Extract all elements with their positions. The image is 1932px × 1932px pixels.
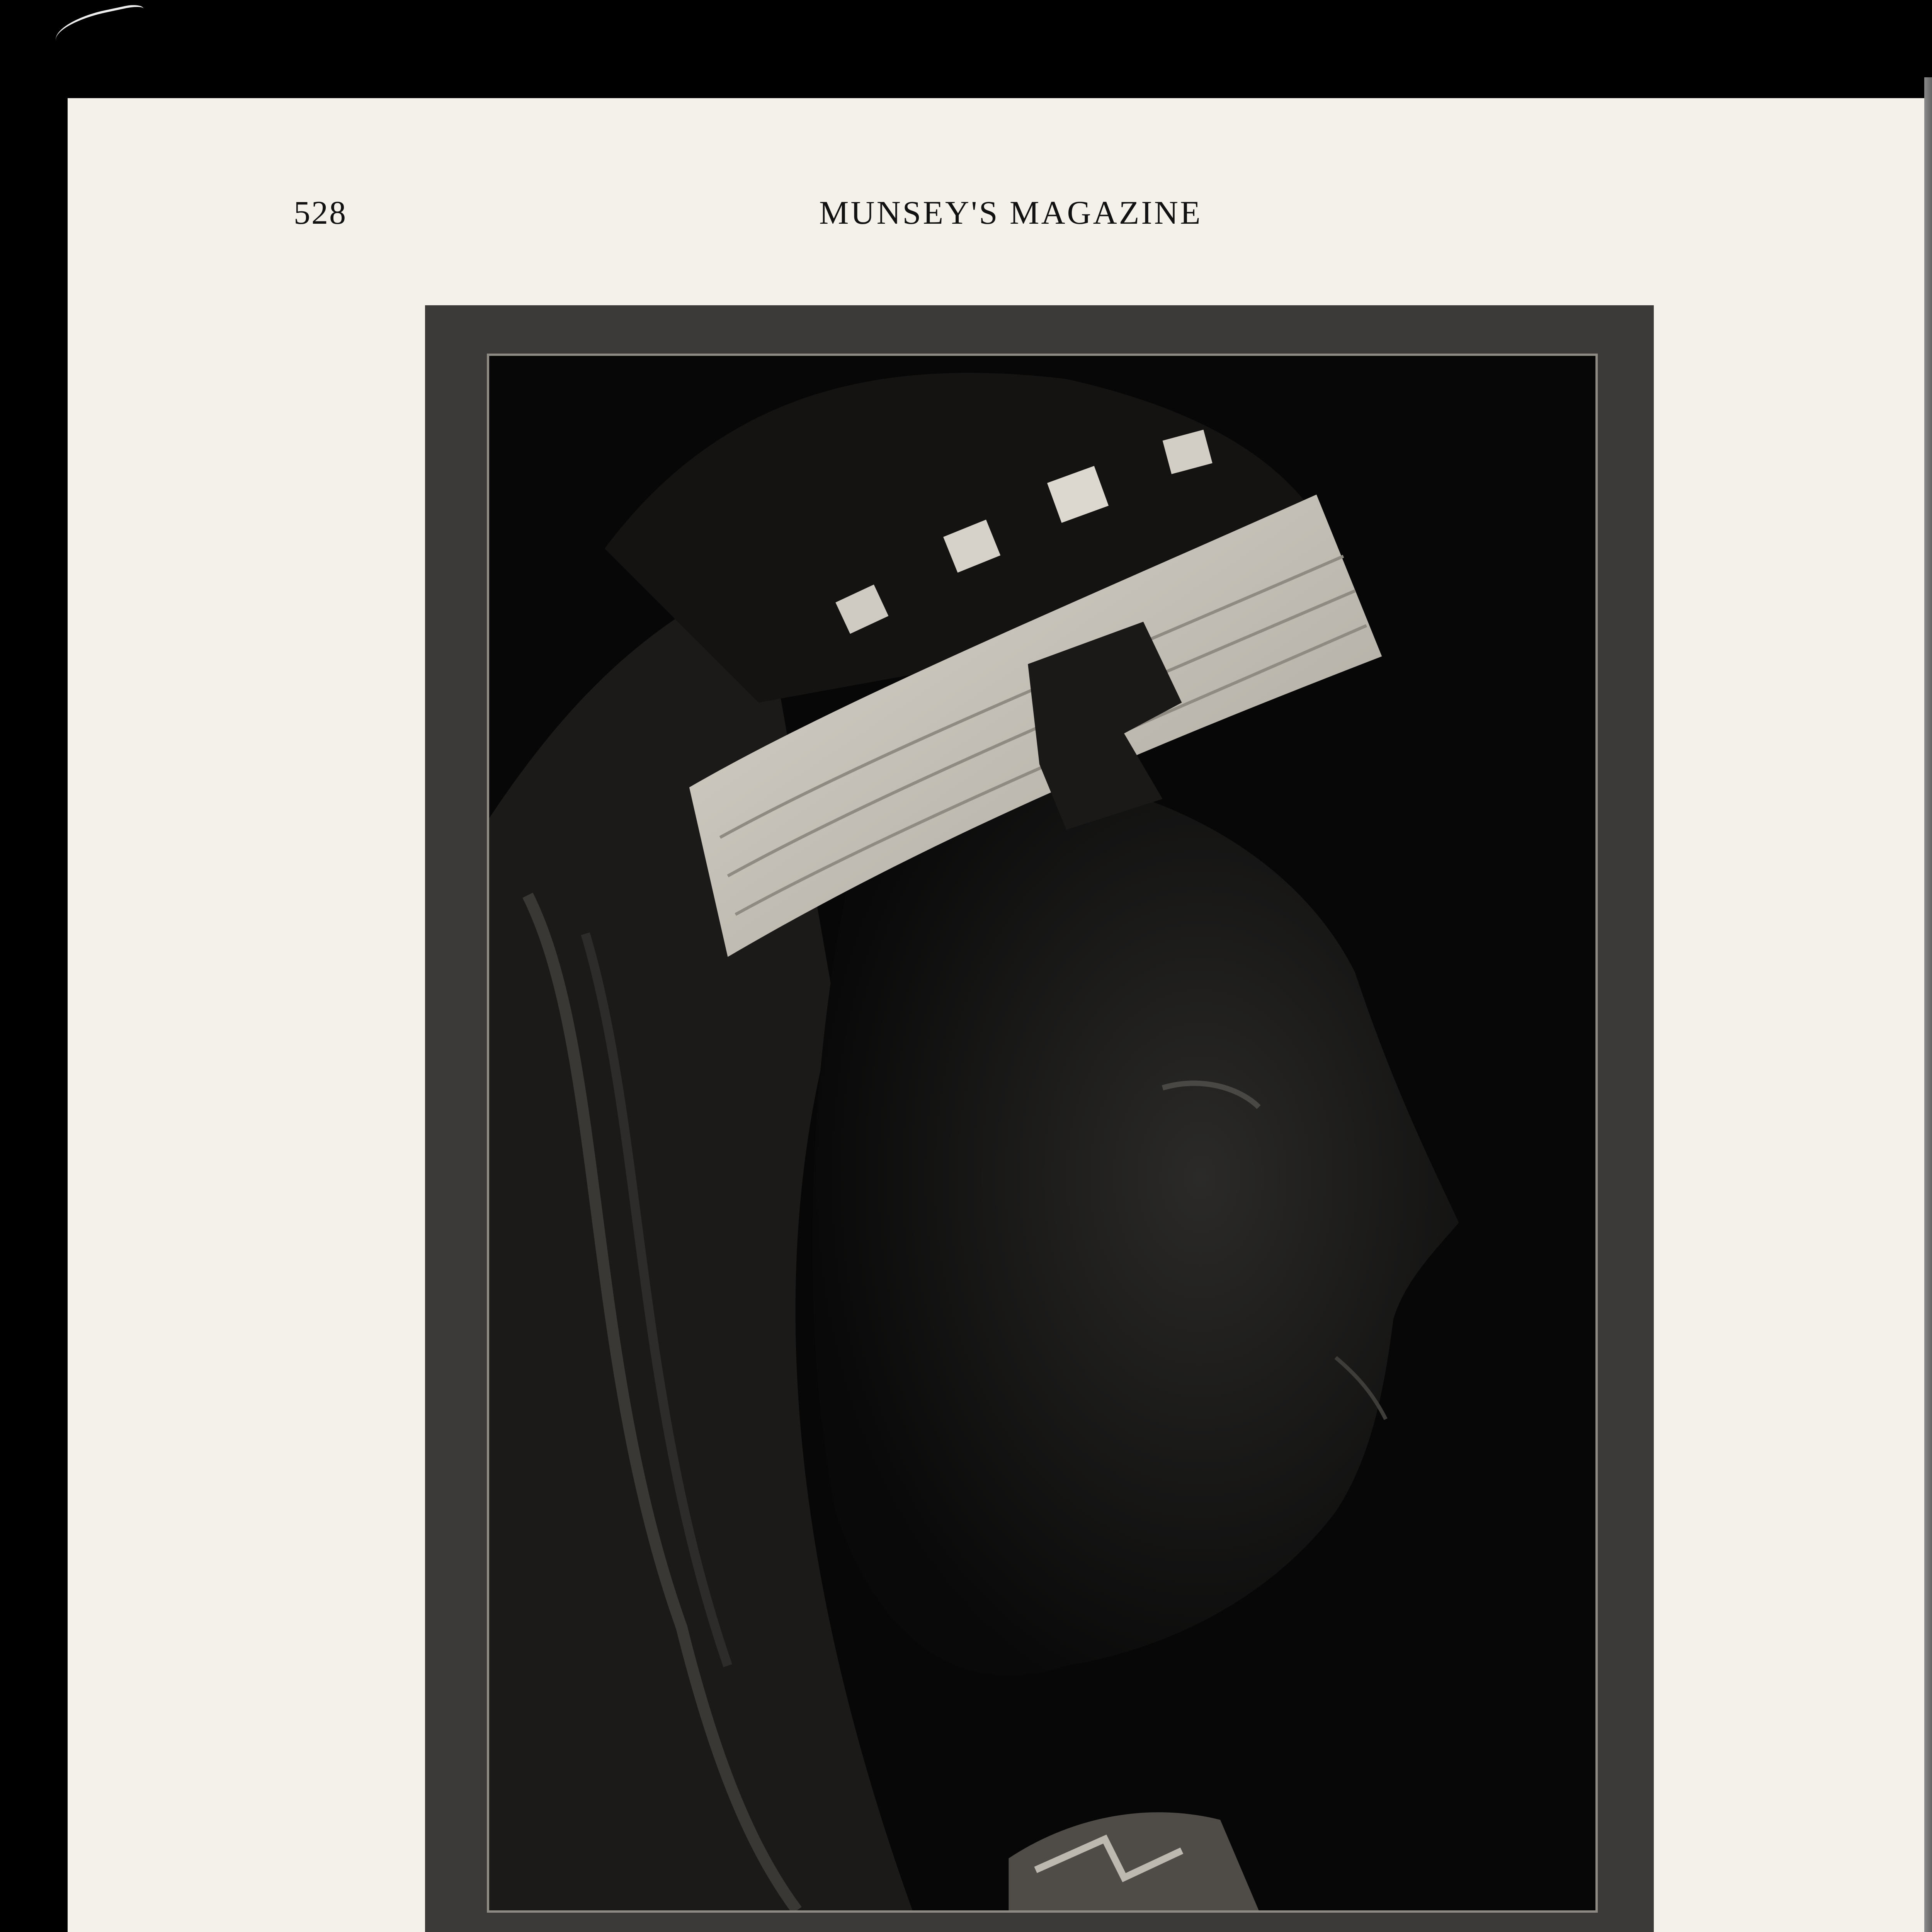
portrait-photo-image: [489, 356, 1595, 1910]
portrait-photo: [487, 354, 1598, 1913]
photo-frame: [425, 305, 1654, 1932]
book-gutter: [1924, 77, 1932, 1932]
scan-corner-mark: [52, 2, 150, 54]
magazine-title: MUNSEY'S MAGAZINE: [819, 194, 1202, 231]
page-number: 528: [294, 194, 347, 231]
running-head: [278, 193, 1797, 247]
